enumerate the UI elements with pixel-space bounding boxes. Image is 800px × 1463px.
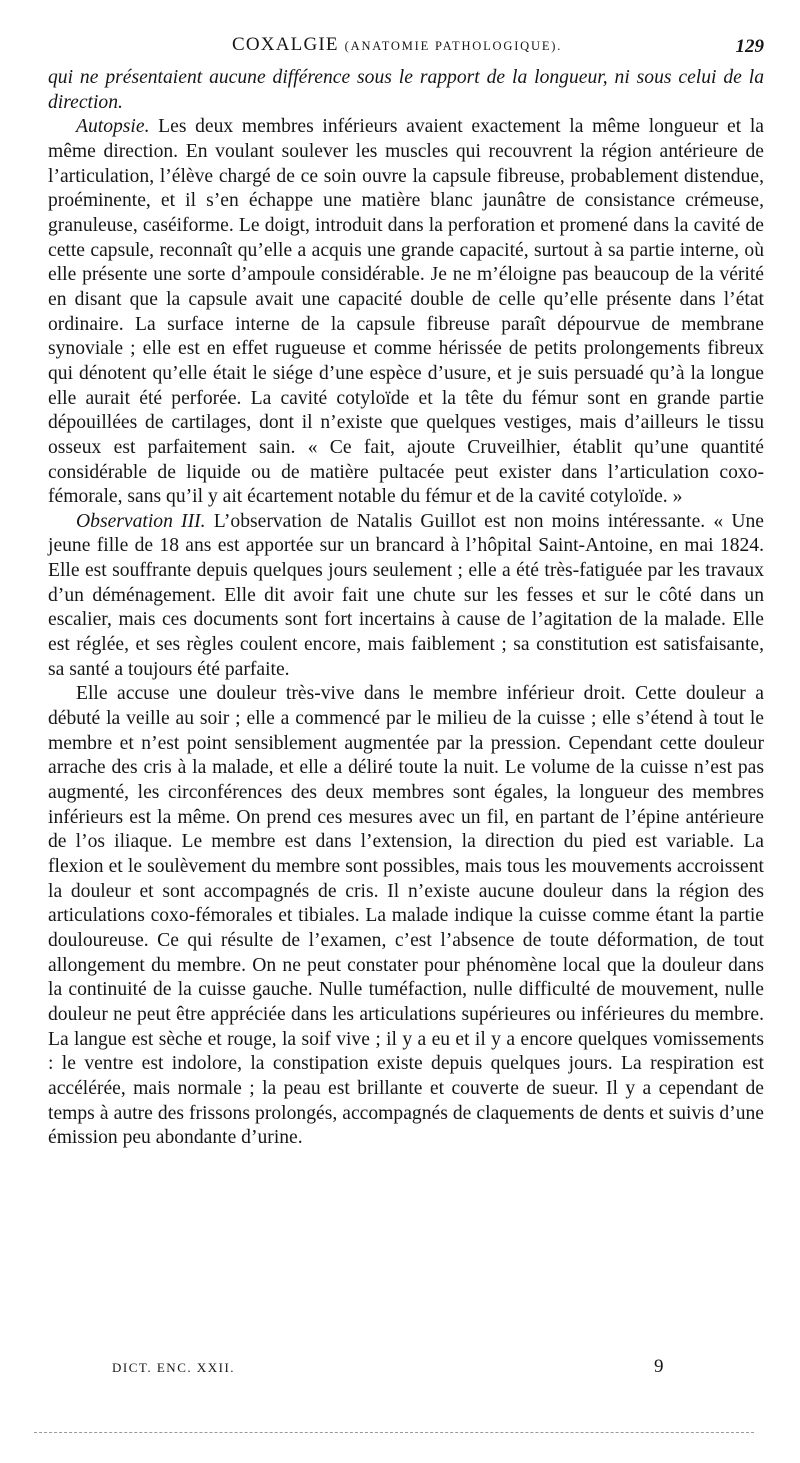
signature-number: 9 bbox=[654, 1356, 664, 1377]
running-head bbox=[0, 34, 800, 60]
paragraph-text: Elle accuse une douleur très-vive dans le membre inférieur droit. Cette douleur a débuté la veille au soir ; elle a commencé par le milieu de la cuisse ; elle s’étend à tout le membre et n’est point sensiblement augmentée par la pression. Cependant cette douleur arrache des cris à la malade, et elle a déliré toute la nuit. Le volume de la cuisse n’est pas augmenté, les circonférences des deux membres sont égales, la longueur des membres inférieurs est la même. On prend ces mesures avec un fil, en partant de l’épine antérieure de l’os iliaque. Le membre est dans l’extension, la direction du pied est variable. La flexion et le soulèvement du membre sont possibles, mais tous les mouvements accroissent la douleur et sont accompagnés de cris. Il n’existe aucune douleur dans la région des articulations coxo-fémorales et tibiales. La malade indique la cuisse comme étant la partie douloureuse. Ce qui résulte de l’examen, c’est l’absence de toute déformation, de tout allongement du membre. On ne peut constater pour phénomène local que la douleur dans la continuité de la cuisse gauche. Nulle tuméfaction, nulle difficulté de mouvement, nulle douleur ne peut être appréciée dans les articulations supérieures ou inférieures du membre. La langue est sèche et rouge, la soif vive ; il y a eu et il y a encore quelques vomissements : le ventre est indolore, la constipation existe depuis quelques jours. La respiration est accélérée, mais normale ; la peau est brillante et couverte de sueur. Il y a cependant de temps à autre des frissons prolongés, accompagnés de claquements de dents et suivis d’une émission peu abondante d’urine. bbox=[48, 683, 764, 1149]
paragraph-continuation bbox=[48, 66, 764, 115]
paragraph-symptoms bbox=[48, 682, 764, 1150]
paragraph-autopsie bbox=[48, 115, 764, 510]
paragraph-text: L’observation de Natalis Guillot est non moins intéressante. « Une jeune fille de 18 ans est apportée sur un brancard à l’hôpital Saint-Antoine, en mai 1824. Elle est souffrante depuis quelques jours seulement ; elle a été très-fatiguée par les travaux d’un déménagement. Elle dit avoir fait une chute sur les fesses et sur le côté dans un escalier, mais ces documents sont fort incertains à cause de l’agitation de la malade. Elle est réglée, et ses règles coulent encore, mais faiblement ; sa constitution est satisfaisante, sa santé a toujours été parfaite. bbox=[48, 510, 764, 680]
body-text bbox=[48, 66, 764, 1151]
paragraph-text: qui ne présentaient aucune différence sous le rapport de la longueur, ni sous celui de la direction. bbox=[48, 67, 764, 113]
running-head-title bbox=[232, 34, 562, 56]
page-edge-divider bbox=[34, 1432, 754, 1433]
signature-label: DICT. ENC. XXII. bbox=[112, 1360, 236, 1375]
running-head-main: COXALGIE bbox=[232, 34, 339, 55]
running-head-subtitle: (ANATOMIE PATHOLOGIQUE). bbox=[344, 39, 563, 53]
page-number: 129 bbox=[735, 36, 764, 57]
paragraph-text: Les deux membres inférieurs avaient exactement la même longueur et la même direction. En voulant soulever les muscles qui recouvrent la région antérieure de l’articulation, l’élève chargé de ce soin ouvre la capsule fibreuse, probablement distendue, proéminente, et il s’en échappe une matière blanc jaunâtre de consistance crémeuse, granuleuse, caséiforme. Le doigt, introduit dans la perforation et promené dans la cavité de cette capsule, reconnaît qu’elle a acquis une grande capacité, surtout à sa partie interne, où elle présente une sorte d’ampoule considérable. Je ne m’éloigne pas beaucoup de la vérité en disant que la capsule avait une capacité double de celle qu’elle présente dans l’état ordinaire. La surface interne de la capsule fibreuse paraît dépourvue de membrane synoviale ; elle est en effet rugueuse et comme hérissée de petits prolongements fibreux qui dénotent qu’elle était le siége d’une espèce d’usure, et je suis persuadé qu’à la longue elle aurait été perforée. La cavité cotyloïde et la tête du fémur sont en grande partie dépouillées de cartilages, dont il n’existe que quelques vestiges, mais d’ailleurs le tissu osseux est parfaitement sain. « Ce fait, ajoute Cruveilhier, établit qu’une quantité considérable de liquide ou de matière pultacée peut exister dans l’articulation coxo-fémorale, sans qu’il y ait écartement notable du fémur et de la cavité cotyloïde. » bbox=[48, 116, 764, 508]
page-footer bbox=[0, 1356, 800, 1386]
paragraph-lead: Autopsie. bbox=[76, 116, 150, 138]
paragraph-lead: Observation III. bbox=[76, 510, 206, 532]
paragraph-observation-iii bbox=[48, 510, 764, 683]
